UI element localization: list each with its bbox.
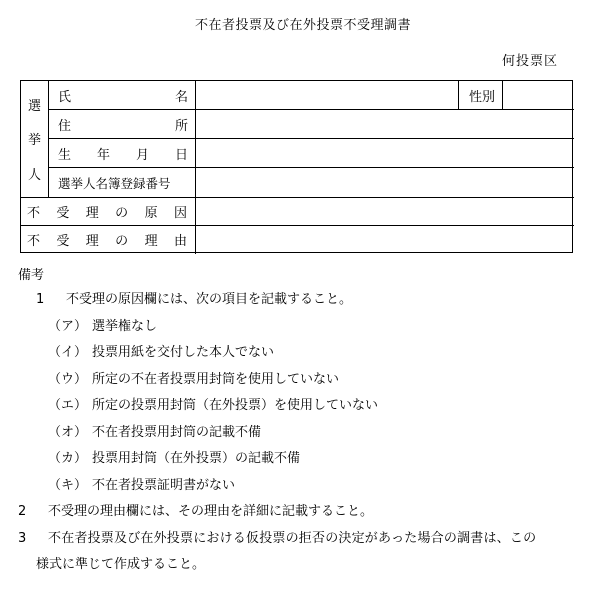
note-sub-item: （ウ） 所定の不在者投票用封筒を使用していない — [48, 371, 340, 387]
rejection-reason-field[interactable] — [196, 226, 573, 253]
note-sub-item: （カ） 投票用封筒（在外投票）の記載不備 — [48, 451, 301, 466]
name-label: 氏 名 — [58, 89, 188, 105]
document-title: 不在者投票及び在外投票不受理調書 — [194, 18, 411, 33]
sex-label: 性別 — [468, 89, 495, 105]
form-table — [20, 80, 573, 253]
note-item-3-continuation: 様式に準じて作成すること。 — [36, 557, 206, 572]
note-sub-item: （オ） 不在者投票用封筒の記載不備 — [48, 424, 262, 440]
name-field[interactable] — [196, 81, 458, 109]
dob-label: 生 年 月 日 — [58, 147, 188, 163]
polling-district-label: 何投票区 — [501, 54, 558, 69]
rejection-cause-label: 不 受 理 の 原 因 — [27, 206, 187, 221]
elector-label: 選 挙 人 — [27, 98, 41, 184]
rejection-reason-label: 不 受 理 の 理 由 — [27, 234, 187, 249]
address-label: 住 所 — [58, 118, 188, 134]
notes-heading: 備考 — [18, 268, 45, 283]
register-number-label: 選挙人名簿登録番号 — [58, 175, 171, 191]
note-sub-item: （ア） 選挙権なし — [48, 318, 158, 334]
note-item-3: 3 不在者投票及び在外投票における仮投票の拒否の決定があった場合の調書は、この — [18, 530, 537, 546]
address-field[interactable] — [196, 110, 573, 138]
dob-field[interactable] — [196, 139, 573, 167]
sex-field[interactable] — [503, 81, 573, 109]
note-sub-item: （イ） 投票用紙を交付した本人でない — [48, 345, 275, 360]
notes-section — [18, 264, 588, 579]
rejection-cause-field[interactable] — [196, 198, 573, 225]
register-number-field[interactable] — [196, 168, 573, 197]
note-sub-item: （エ） 所定の投票用封筒（在外投票）を使用していない — [48, 398, 379, 413]
note-sub-item: （キ） 不在者投票証明書がない — [48, 477, 236, 493]
note-item-1: 1 不受理の原因欄には、次の項目を記載すること。 — [36, 292, 353, 307]
note-item-2: 2 不受理の理由欄には、その理由を詳細に記載すること。 — [18, 504, 374, 519]
